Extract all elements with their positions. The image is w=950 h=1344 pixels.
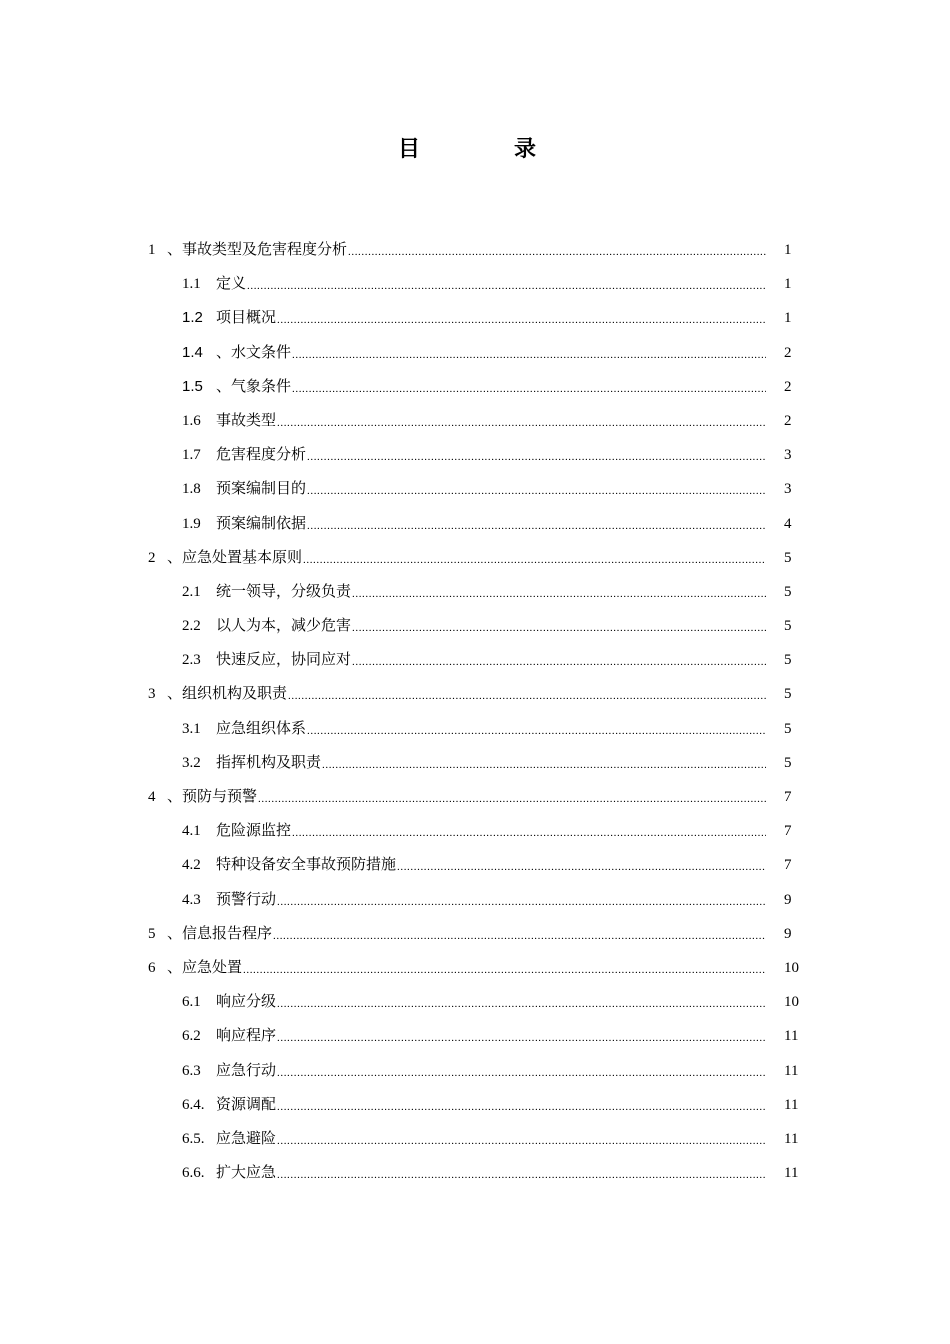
toc-entry[interactable] xyxy=(0,267,950,301)
toc-entry[interactable] xyxy=(0,541,950,575)
dot-leader xyxy=(277,1088,766,1122)
toc-entry-title: 以人为本，减少危害 xyxy=(216,618,352,635)
toc-entry[interactable] xyxy=(0,472,950,506)
toc-entry-number: 1.5 xyxy=(182,377,203,395)
dot-leader xyxy=(277,883,766,917)
toc-list xyxy=(0,233,950,1190)
toc-entry[interactable] xyxy=(0,336,950,370)
toc-entry-title: 、应急处置 xyxy=(167,959,243,976)
toc-entry[interactable] xyxy=(0,1019,950,1053)
toc-entry[interactable] xyxy=(0,404,950,438)
toc-entry-page-number: 5 xyxy=(784,686,792,703)
toc-entry-number: 2 xyxy=(148,549,156,566)
toc-entry-number: 1.7 xyxy=(182,447,201,464)
toc-entry-number: 6.4. xyxy=(182,1096,205,1113)
toc-entry-number: 6.1 xyxy=(182,994,201,1011)
toc-entry-title: 扩大应急 xyxy=(216,1165,277,1182)
toc-entry-title: 应急组织体系 xyxy=(216,720,307,737)
toc-entry-page-number: 1 xyxy=(784,310,792,327)
toc-entry-page-number: 11 xyxy=(784,1028,799,1045)
toc-entry-number: 1.2 xyxy=(182,309,203,327)
dot-leader xyxy=(277,404,766,438)
toc-entry-title: 响应程序 xyxy=(216,1028,277,1045)
toc-entry[interactable] xyxy=(0,848,950,882)
dot-leader xyxy=(307,712,766,746)
toc-entry-page-number: 5 xyxy=(784,549,792,566)
toc-entry-title: 应急行动 xyxy=(216,1062,277,1079)
toc-entry-title: 危险源监控 xyxy=(216,823,292,840)
dot-leader xyxy=(307,507,766,541)
dot-leader xyxy=(273,917,766,951)
toc-entry[interactable] xyxy=(0,507,950,541)
toc-entry-page-number: 11 xyxy=(784,1096,799,1113)
toc-entry-title: 、组织机构及职责 xyxy=(167,686,288,703)
toc-entry-number: 3.2 xyxy=(182,754,201,771)
dot-leader xyxy=(277,985,766,1019)
toc-entry[interactable] xyxy=(0,985,950,1019)
dot-leader xyxy=(243,951,766,985)
toc-entry-page-number: 1 xyxy=(784,276,792,293)
toc-entry-number: 4.1 xyxy=(182,823,201,840)
toc-entry-page-number: 9 xyxy=(784,891,792,908)
toc-entry[interactable] xyxy=(0,883,950,917)
toc-entry-number: 4.2 xyxy=(182,857,201,874)
dot-leader xyxy=(292,336,766,370)
toc-entry[interactable] xyxy=(0,370,950,404)
toc-entry-page-number: 5 xyxy=(784,618,792,635)
dot-leader xyxy=(307,438,766,472)
toc-entry-number: 3 xyxy=(148,686,156,703)
dot-leader xyxy=(322,746,766,780)
dot-leader xyxy=(288,677,766,711)
toc-entry-page-number: 5 xyxy=(784,652,792,669)
toc-entry-page-number: 9 xyxy=(784,925,792,942)
toc-entry-page-number: 11 xyxy=(784,1062,799,1079)
toc-entry-title: 、水文条件 xyxy=(216,344,292,361)
toc-entry-number: 6.5. xyxy=(182,1130,205,1147)
dot-leader xyxy=(303,541,766,575)
toc-entry-page-number: 7 xyxy=(784,789,792,805)
toc-entry-number: 6 xyxy=(148,959,156,976)
toc-entry-page-number: 10 xyxy=(784,959,799,976)
toc-entry-page-number: 7 xyxy=(784,823,792,840)
toc-entry-title: 、信息报告程序 xyxy=(167,925,273,942)
dot-leader xyxy=(258,780,766,814)
dot-leader xyxy=(397,848,766,882)
dot-leader xyxy=(352,643,766,677)
toc-entry-title: 统一领导，分级负责 xyxy=(216,583,352,600)
toc-entry[interactable] xyxy=(0,1088,950,1122)
toc-entry[interactable] xyxy=(0,301,950,335)
toc-entry-title: 资源调配 xyxy=(216,1096,277,1113)
toc-entry[interactable] xyxy=(0,780,950,814)
toc-entry[interactable] xyxy=(0,609,950,643)
toc-entry-page-number: 2 xyxy=(784,344,792,361)
dot-leader xyxy=(277,1122,766,1156)
toc-entry-number: 6.3 xyxy=(182,1062,201,1079)
toc-entry-title: 、事故类型及危害程度分析 xyxy=(167,242,348,258)
toc-entry-title: 项目概况 xyxy=(216,310,277,327)
toc-entry-page-number: 1 xyxy=(784,242,792,258)
toc-entry-title: 、预防与预警 xyxy=(167,789,258,805)
toc-entry-title: 、气象条件 xyxy=(216,378,292,395)
dot-leader xyxy=(277,1156,766,1190)
toc-entry-page-number: 2 xyxy=(784,378,792,395)
toc-entry[interactable] xyxy=(0,677,950,711)
toc-entry-number: 4 xyxy=(148,789,156,805)
toc-entry-number: 3.1 xyxy=(182,720,201,737)
toc-entry-title: 、应急处置基本原则 xyxy=(167,549,303,566)
dot-leader xyxy=(277,1019,766,1053)
toc-entry-title: 预警行动 xyxy=(216,891,277,908)
toc-entry-number: 6.6. xyxy=(182,1165,205,1182)
toc-entry-number: 2.3 xyxy=(182,652,201,669)
toc-title: 目 录 xyxy=(397,137,572,162)
toc-entry[interactable] xyxy=(0,1122,950,1156)
toc-entry-page-number: 11 xyxy=(784,1165,799,1182)
toc-entry[interactable] xyxy=(0,917,950,951)
toc-entry-title: 危害程度分析 xyxy=(216,447,307,464)
toc-entry-number: 1 xyxy=(148,242,156,258)
toc-entry-page-number: 10 xyxy=(784,994,799,1011)
toc-entry[interactable] xyxy=(0,1156,950,1190)
toc-entry-title: 预案编制依据 xyxy=(216,515,307,532)
toc-entry-page-number: 4 xyxy=(784,515,792,532)
dot-leader xyxy=(277,301,766,335)
dot-leader xyxy=(307,472,766,506)
toc-entry-title: 响应分级 xyxy=(216,994,277,1011)
toc-entry-number: 1.8 xyxy=(182,481,201,498)
toc-entry-page-number: 3 xyxy=(784,481,792,498)
toc-entry-number: 2.2 xyxy=(182,618,201,635)
toc-entry-page-number: 5 xyxy=(784,720,792,737)
toc-entry-number: 5 xyxy=(148,925,156,942)
dot-leader xyxy=(247,267,766,301)
toc-entry-page-number: 11 xyxy=(784,1130,799,1147)
dot-leader xyxy=(292,814,766,848)
dot-leader xyxy=(292,370,766,404)
toc-entry-title: 快速反应，协同应对 xyxy=(216,652,352,669)
toc-entry-title: 指挥机构及职责 xyxy=(216,754,322,771)
toc-entry-page-number: 5 xyxy=(784,583,792,600)
toc-entry-number: 1.6 xyxy=(182,412,201,429)
toc-entry[interactable] xyxy=(0,712,950,746)
toc-entry[interactable] xyxy=(0,575,950,609)
toc-entry-title: 事故类型 xyxy=(216,412,277,429)
toc-entry[interactable] xyxy=(0,643,950,677)
toc-entry-number: 2.1 xyxy=(182,583,201,600)
dot-leader xyxy=(352,609,766,643)
dot-leader xyxy=(277,1054,766,1088)
toc-entry-number: 1.1 xyxy=(182,276,201,293)
toc-entry[interactable] xyxy=(0,951,950,985)
toc-entry-number: 1.9 xyxy=(182,515,201,532)
toc-entry-title: 应急避险 xyxy=(216,1130,277,1147)
toc-entry[interactable] xyxy=(0,438,950,472)
toc-entry-number: 4.3 xyxy=(182,891,201,908)
toc-entry-page-number: 5 xyxy=(784,754,792,771)
toc-entry-title: 预案编制目的 xyxy=(216,481,307,498)
dot-leader xyxy=(348,233,766,267)
toc-entry[interactable] xyxy=(0,814,950,848)
toc-entry-page-number: 7 xyxy=(784,857,792,874)
toc-entry-title: 定义 xyxy=(216,276,247,293)
toc-entry[interactable] xyxy=(0,233,950,267)
toc-entry-page-number: 2 xyxy=(784,412,792,429)
toc-entry-number: 6.2 xyxy=(182,1028,201,1045)
toc-entry[interactable] xyxy=(0,1054,950,1088)
toc-entry-title: 特种设备安全事故预防措施 xyxy=(216,857,397,874)
dot-leader xyxy=(352,575,766,609)
toc-entry-number: 1.4 xyxy=(182,343,203,361)
toc-entry[interactable] xyxy=(0,746,950,780)
toc-entry-page-number: 3 xyxy=(784,447,792,464)
